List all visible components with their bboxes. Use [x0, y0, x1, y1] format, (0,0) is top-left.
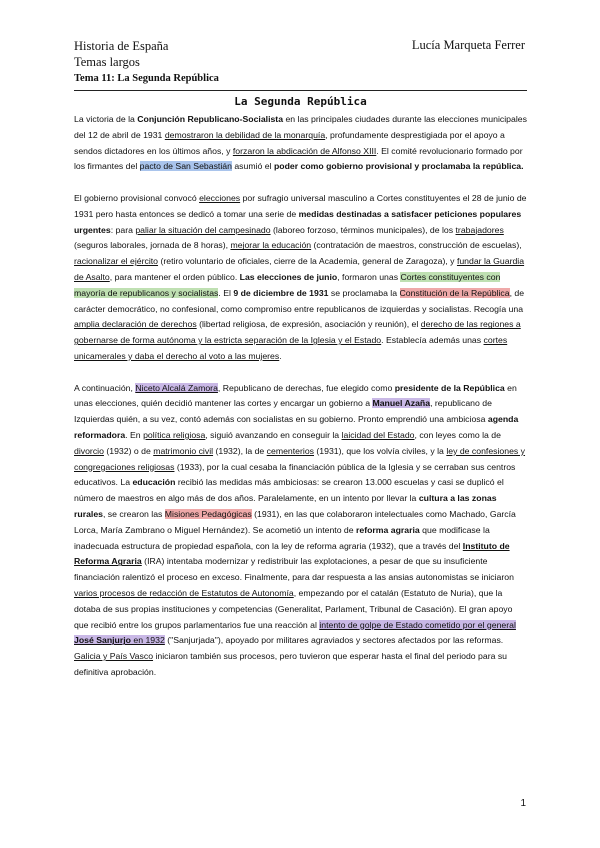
page-title: La Segunda República: [234, 95, 367, 108]
document-header: [74, 38, 219, 87]
highlight: pacto de San Sebastián: [139, 161, 232, 172]
highlight: Manuel Azaña: [372, 398, 431, 409]
highlight: Misiones Pedagógicas: [164, 508, 252, 519]
page-number: 1: [520, 798, 526, 809]
document-type-label: Temas largos: [74, 55, 140, 69]
topic-label: Tema 11: La Segunda República: [74, 73, 219, 84]
subject-label: Historia de España: [74, 39, 169, 53]
paragraph-2: El gobierno provisional convocó elecciones por sufragio universal masculino a Cortes constituyentes el 28 de junio de 1931 pero hasta entonces se dedicó a tomar una serie de medidas destinadas a satisfacer peticiones populares urgentes: para paliar la situación del campesinado (laboreo forzoso, términos municipales), de los trabajadores (seguros laborales, jornada de 8 horas), mejorar la educación (contratación de maestros, construcción de escuelas), racionalizar el ejército (retiro voluntario de oficiales, cierre de la Academia, general de Zaragoza), y fundar la Guardia de Asalto, para mantener el orden público. Las elecciones de junio, formaron unas Cortes constituyentes con mayoría de republicanos y socialistas. El 9 de diciembre de 1931 se proclamaba la Constitución de la República, de carácter democrático, no confesional, como compromiso entre republicanos de izquierdas y socialistas. Recogía una amplia declaración de derechos (libertad religiosa, de expresión, asociación y reunión), el derecho de las regiones a gobernarse de forma autónoma y la estricta separación de la Iglesia y el Estado. Establecía además unas cortes unicamerales y daba el derecho al voto a las mujeres.: [74, 192, 527, 361]
document-body: [74, 112, 527, 696]
highlight: Cortes constituyentes con mayoría de republicanos y socialistas: [74, 271, 501, 298]
header-divider: [74, 90, 527, 91]
highlight: Constitución de la República: [399, 287, 510, 298]
highlight: Niceto Alcalá Zamora: [135, 382, 218, 393]
paragraph-1: La victoria de la Conjunción Republicano-Socialista en las principales ciudades durante las elecciones municipales del 12 de abril de 1931 demostraron la debilidad de la monarquía, profundamente desprestigiada por el apoyo a sendos dictadores en los últimos años, y forzaron la abdicación de Alfonso XIII. El comité revolucionario formado por los firmantes del pacto de San Sebastián asumió el poder como gobierno provisional y proclamaba la república.: [74, 114, 527, 172]
paragraph-3: A continuación, Niceto Alcalá Zamora, Republicano de derechas, fue elegido como presidente de la República en unas elecciones, quién decidió mantener las cortes y encargar un gobierno a Manuel Azaña, republicano de Izquierdas quién, a su vez, contó además con socialistas en su gobierno. Pronto emprendió una ambiciosa agenda reformadora. En política religiosa, siguió avanzando en conseguir la laicidad del Estado, con leyes como la de divorcio (1932) o de matrimonio civil (1932), la de cementerios (1931), que los volvía civiles, y la ley de confesiones y congregaciones religiosas (1933), por la cual cesaba la financiación pública de la Iglesia y se cerraban sus centros educativos. La educación recibió las medidas más ambiciosas: se crearon 13.000 escuelas y casi se duplicó el número de maestros en algo más de dos años. Paralelamente, en un intento por llevar la cultura a las zonas rurales, se crearon las Misiones Pedagógicas (1931), en las que colaboraron intelectuales como Machado, García Lorca, María Zambrano o Miguel Hernández). Se acometió un intento de reforma agraria que modificase la inadecuada estructura de propiedad española, con la ley de reforma agraria (1932), que a través del Instituto de Reforma Agraria (IRA) intentaba modernizar y redistribuir las explotaciones, a pesar de que su insuficiente financiación ralentizó el proceso en exceso. Finalmente, para dar respuesta a las ansias autonomistas se iniciaron varios procesos de redacción de Estatutos de Autonomía, empezando por el catalán (Estatuto de Nuria), que la dotaba de sus propias instituciones y competencias (Generalitat, Parlament, Tribunal de Casación). El gran apoyo que recibió entre los grupos parlamentarios fue una reacción al intento de golpe de Estado cometido por el general José Sanjurjo en 1932 ("Sanjurjada"), apoyado por militares agraviados y sectores afectados por las reformas. Galicia y País Vasco iniciaron también sus procesos, pero tuvieron que esperar hasta el final del periodo para su definitiva aprobación.: [74, 382, 526, 677]
author-name: Lucía Marqueta Ferrer: [411, 38, 525, 52]
highlight: intento de golpe de Estado cometido por el general José Sanjurjo en 1932: [74, 619, 516, 646]
